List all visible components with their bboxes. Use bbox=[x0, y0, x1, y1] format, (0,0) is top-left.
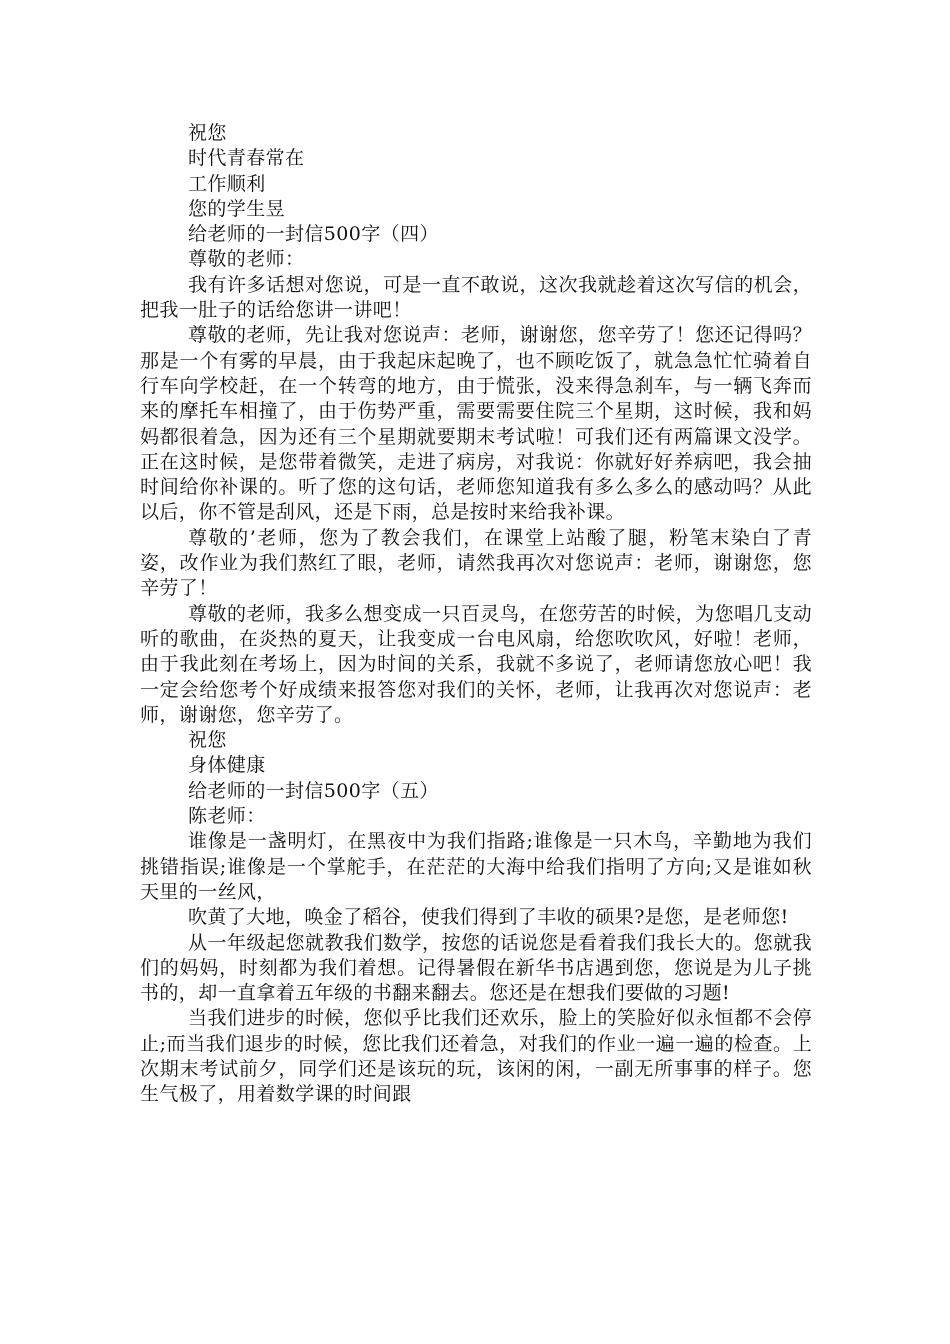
body-paragraph: 谁像是一盏明灯，在黑夜中为我们指路;谁像是一只木鸟，辛勤地为我们挑错指误;谁像是一个掌舵手，在茫茫的大海中给我们指明了方向;又是谁如秋天里的一丝风， bbox=[140, 830, 812, 903]
closing-line: 工作顺利 bbox=[188, 172, 266, 195]
signature-line: 您的学生昱 bbox=[188, 197, 286, 220]
closing-line: 祝您 bbox=[188, 729, 227, 752]
salutation: 尊敬的老师： bbox=[188, 248, 305, 271]
closing-line: 祝您 bbox=[188, 122, 227, 144]
salutation: 陈老师： bbox=[188, 805, 266, 828]
letter-title: 给老师的一封信500字（四） bbox=[188, 223, 439, 246]
letter-title: 给老师的一封信500字（五） bbox=[188, 779, 439, 802]
body-paragraph: 吹黄了大地，唤金了稻谷，使我们得到了丰收的硕果?是您，是老师您! bbox=[188, 906, 789, 929]
body-paragraph: 尊敬的老师，我多么想变成一只百灵鸟，在您劳苦的时候，为您唱几支动听的歌曲，在炎热的夏天，让我变成一台电风扇，给您吹吹风，好啦！老师，由于我此刻在考场上，因为时间的关系，我就不多说了，老师请您放心吧！我一定会给您考个好成绩来报答您对我们的关怀，老师，让我再次对您说声：老师，谢谢您，您辛劳了。 bbox=[140, 602, 812, 726]
body-paragraph: 当我们进步的时候，您似乎比我们还欢乐，脸上的笑脸好似永恒都不会停止;而当我们退步的时候，您比我们还着急，对我们的作业一遍一遍的检查。上次期末考试前夕，同学们还是该玩的玩，该闲的闲，一副无所事事的样子。您生气极了，用着数学课的时间跟 bbox=[140, 1007, 812, 1106]
closing-line: 时代青春常在 bbox=[188, 147, 305, 170]
closing-line: 身体健康 bbox=[188, 754, 266, 777]
body-paragraph: 从一年级起您就教我们数学，按您的话说您是看着我们我长大的。您就我们的妈妈，时刻都为我们着想。记得暑假在新华书店遇到您，您说是为儿子挑书的，却一直拿着五年级的书翻来翻去。您还是在想我们要做的习题! bbox=[140, 931, 812, 1005]
body-paragraph: 尊敬的’老师，您为了教会我们，在课堂上站酸了腿，粉笔末染白了青姿，改作业为我们熬红了眼，老师，请然我再次对您说声：老师，谢谢您，您辛劳了！ bbox=[140, 526, 812, 600]
document-page bbox=[140, 121, 812, 1108]
body-paragraph: 尊敬的老师，先让我对您说声：老师，谢谢您，您辛劳了！您还记得吗？那是一个有雾的早晨，由于我起床起晚了，也不顾吃饭了，就急急忙忙骑着自行车向学校赶，在一个转弯的地方，由于慌张，没来得急刹车，与一辆飞奔而来的摩托车相撞了，由于伤势严重，需要需要住院三个星期，这时候，我和妈妈都很着急，因为还有三个星期就要期末考试啦！可我们还有两篇课文没学。正在这时候，是您带着微笑，走进了病房，对我说：你就好好养病吧，我会抽时间给你补课的。听了您的这句话，老师您知道我有多么多么的感动吗？从此以后，你不管是刮风，还是下雨，总是按时来给我补课。 bbox=[140, 324, 812, 524]
body-paragraph: 我有许多话想对您说，可是一直不敢说，这次我就趁着这次写信的机会，把我一肚子的话给您讲一讲吧！ bbox=[140, 273, 812, 322]
